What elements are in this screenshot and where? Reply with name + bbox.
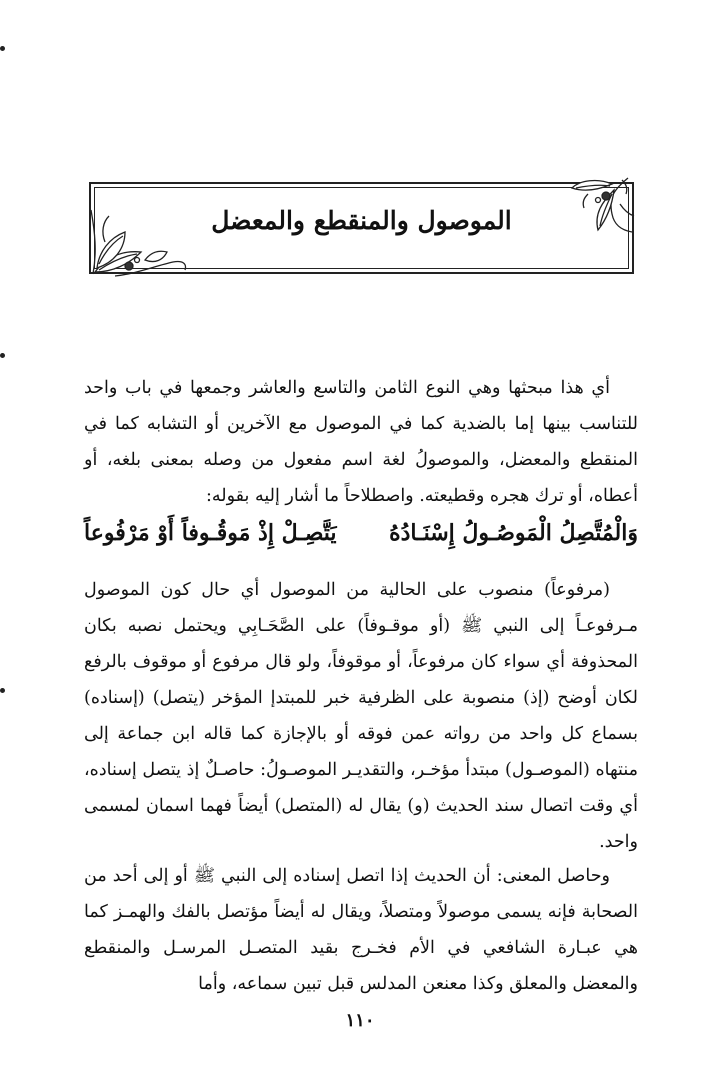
floral-ornament-icon — [85, 202, 190, 282]
paragraph-commentary — [84, 572, 638, 860]
paragraph-text: (مرفوعاً) منصوب على الحالية من الموصول أي حال كون الموصول مـرفوعـاً إلى النبي ﷺ (أو موقـوفاً) على الصَّحَـابِي ويحتمل نصبه بكان المحذوفة أي سواء كان مرفوعاً، أو موقوفاً، ولو قال مرفوع أو موقوف بالرفع لكان أوضح (إذ) منصوبة على الظرفية خبر للمبتدإ المؤخر (يتصل) (إسناده) بسماع كل واحد من رواته عمن فوقه أو بالإجازة كما قاله ابن جماعة إلى منتهاه (الموصـول) مبتدأ مؤخـر، والتقديـر الموصـولُ: حاصـلٌ إذ يتصل إسناده، أي وقت اتصال سند الحديث (و) يقال له (المتصل) أيضاً فهما اسمان لمسمى واحد. — [84, 580, 638, 852]
scan-mark — [0, 353, 5, 358]
paragraph-intro — [84, 370, 638, 514]
verse-hemistich: يَتَّصِـلْ إِذْ مَوقُـوفاً أَوْ مَرْفُوعاً — [84, 520, 337, 546]
paragraph-text: وحاصل المعنى: أن الحديث إذا اتصل إسناده إلى النبي ﷺ أو إلى أحد من الصحابة فإنه يسمى موصولاً ومتصلاً، ويقال له أيضاً مؤتصل بالفك والهمـز كما هي عبـارة الشافعي في الأم فخـرج بقيد المتصـل المرسـل والمنقطع والمعضل والمعلق وكذا معنعن المدلس قبل تبين سماعه، وأما — [84, 866, 638, 994]
page-number: ١١٠ — [345, 1010, 375, 1031]
paragraph-text: أي هذا مبحثها وهي النوع الثامن والتاسع والعاشر وجمعها في باب واحد للتناسب بينها إما بالضدية كما في الموصول مع الآخرين أو التشابه كما في المنقطع والمعضل، والموصولُ لغة اسم مفعول من وصله بمعنى بلغه، أو أعطاه، أو ترك هجره وقطيعته. واصطلاحاً ما أشار إليه بقوله: — [84, 378, 638, 506]
verse-line — [84, 520, 638, 560]
scan-mark — [0, 46, 5, 51]
verse-hemistich: وَالْمُتَّصِلُ الْمَوصُـولُ إِسْنَـادُهُ — [389, 520, 638, 546]
chapter-title: الموصول والمنقطع والمعضل — [211, 206, 512, 235]
chapter-title-frame — [89, 182, 634, 274]
paragraph-summary — [84, 858, 638, 1002]
scan-mark — [0, 688, 5, 693]
